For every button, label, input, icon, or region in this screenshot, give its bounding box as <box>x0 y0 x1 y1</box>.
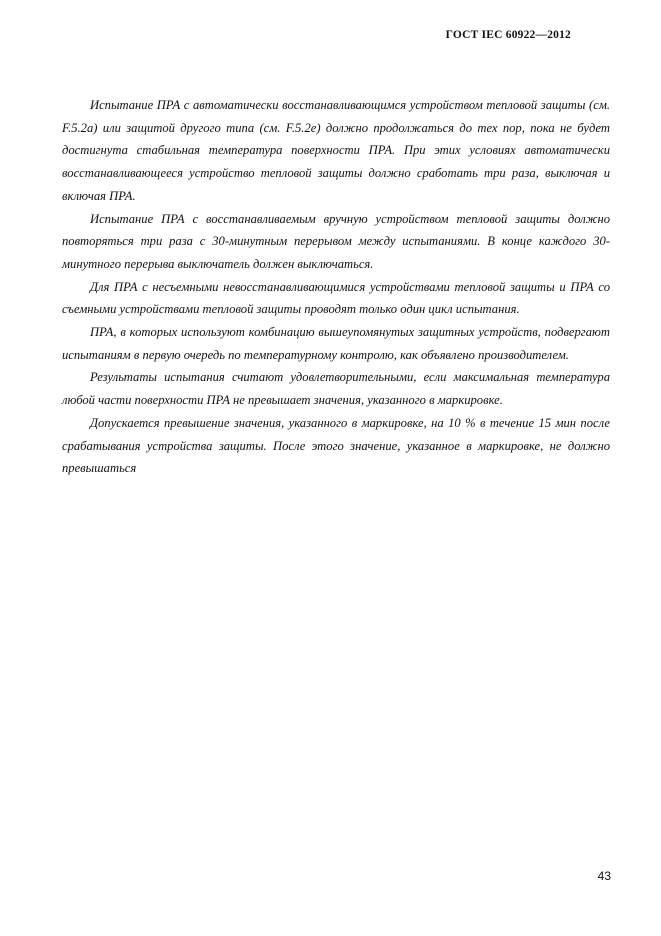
paragraph-4: ПРА, в которых используют комбинацию вышеупомянутых защитных устройств, подвергают испытаниям в первую очередь по температурному контролю, как объявлено производителем. <box>62 325 610 362</box>
paragraph-1: Испытание ПРА с автоматически восстанавливающимся устройством тепловой защиты (см. F.5.2a) или защитой другого типа (см. F.5.2e) должно продолжаться до тех пор, пока не будет достигнута стабильная температура поверхности ПРА. При этих условиях автоматически восстанавливающееся устройство тепловой защиты должно сработать три раза, выключая и включая ПРА. <box>62 98 610 203</box>
document-body <box>62 94 610 480</box>
paragraph-6: Допускается превышение значения, указанного в маркировке, на 10 % в течение 15 мин после срабатывания устройства защиты. После этого значение, указанное в маркировке, не должно превышаться <box>62 415 610 476</box>
paragraph-5: Результаты испытания считают удовлетворительными, если максимальная температура любой части поверхности ПРА не превышает значения, указанного в маркировке. <box>62 370 610 408</box>
page-number: 43 <box>597 869 611 883</box>
document-header-code: ГОСТ IEC 60922—2012 <box>445 29 571 41</box>
paragraph-3: Для ПРА с несъемными невосстанавливающимися устройствами тепловой защиты и ПРА со съемными устройствами тепловой защиты проводят только один цикл испытания. <box>62 279 610 317</box>
paragraph-2: Испытание ПРА с восстанавливаемым вручную устройством тепловой защиты должно повторяться три раза с 30-минутным перерывом между испытаниями. В конце каждого 30-минутного перерыва выключатель должен выключаться. <box>62 211 610 271</box>
